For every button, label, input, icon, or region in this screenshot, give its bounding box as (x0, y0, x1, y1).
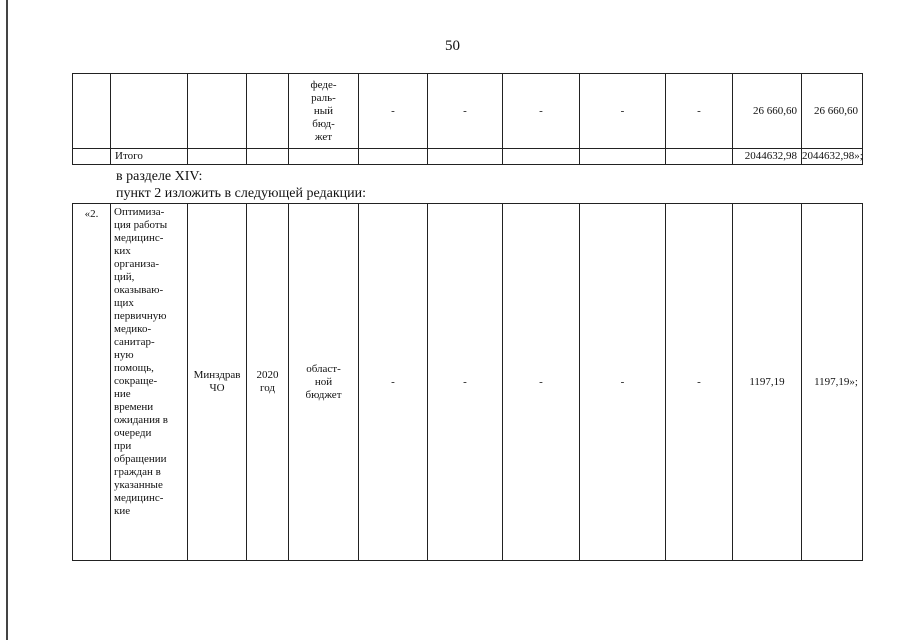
year-line: 2020 (256, 369, 279, 381)
description-line: организа- (114, 258, 160, 270)
cell-empty (580, 149, 666, 165)
cell-executor (188, 74, 247, 149)
description-line: ние (114, 388, 131, 400)
total-amount-final: 2044632,98»; (802, 149, 863, 165)
cell-dash: - (503, 74, 580, 149)
year-line: год (259, 382, 276, 394)
description-line: очереди (114, 427, 152, 439)
left-margin-rule (6, 0, 8, 640)
table-row-federal-budget (73, 74, 863, 149)
total-label: Итого (111, 149, 188, 165)
description-line: ожидания в (114, 414, 168, 426)
source-line: раль- (311, 91, 336, 104)
cell-item-number: «2. (73, 204, 111, 561)
cell-item-funding-source (289, 204, 359, 561)
cell-dash: - (503, 204, 580, 561)
source-line: ный (313, 104, 334, 117)
description-line: медико- (114, 323, 152, 335)
cell-empty (666, 149, 733, 165)
cell-dash: - (580, 74, 666, 149)
description-line: обращении (114, 453, 167, 465)
description-line: ций, (114, 271, 135, 283)
source-line: жет (314, 130, 333, 143)
description-line: времени (114, 401, 154, 413)
instruction-item: пункт 2 изложить в следующей редакции: (116, 186, 366, 201)
cell-description (111, 74, 188, 149)
description-line: ную (114, 349, 134, 361)
description-line: кие (114, 505, 131, 517)
table-row-item-2 (73, 204, 863, 561)
cell-empty (247, 149, 289, 165)
description-line: медицинс- (114, 232, 164, 244)
cell-item-description (111, 204, 188, 561)
cell-year (247, 74, 289, 149)
source-line: бюд- (312, 117, 335, 130)
source-line: ной (314, 375, 333, 388)
cell-funding-source (289, 74, 359, 149)
budget-table-replacement (72, 203, 863, 561)
cell-dash: - (666, 74, 733, 149)
description-line: граждан в (114, 466, 161, 478)
cell-dash: - (580, 204, 666, 561)
total-amount: 2044632,98 (733, 149, 802, 165)
description-line: сокраще- (114, 375, 158, 387)
description-line: санитар- (114, 336, 155, 348)
cell-amount: 26 660,60 (733, 74, 802, 149)
description-line: при (114, 440, 132, 452)
source-line: бюджет (305, 388, 342, 401)
table-row-total (73, 149, 863, 165)
description-line: помощь, (114, 362, 154, 374)
cell-item-year (247, 204, 289, 561)
cell-dash: - (666, 204, 733, 561)
cell-amount-total: 26 660,60 (802, 74, 863, 149)
page-number: 50 (445, 38, 460, 54)
cell-number (73, 74, 111, 149)
description-line: указанные (114, 479, 163, 491)
description-line: ких (114, 245, 131, 257)
source-line: феде- (310, 78, 337, 91)
cell-empty (73, 149, 111, 165)
description-line: Оптимиза- (114, 206, 165, 218)
budget-table-top (72, 73, 863, 165)
cell-empty (289, 149, 359, 165)
description-line: медицинс- (114, 492, 164, 504)
description-line: ция работы (114, 219, 168, 231)
cell-empty (428, 149, 503, 165)
executor-line: Минздрав (193, 369, 241, 381)
cell-empty (503, 149, 580, 165)
source-line: област- (306, 362, 341, 375)
instruction-section: в разделе XIV: (116, 169, 203, 184)
cell-dash: - (428, 204, 503, 561)
description-line: щих (114, 297, 134, 309)
cell-dash: - (359, 204, 428, 561)
description-line: оказываю- (114, 284, 164, 296)
cell-item-amount-total: 1197,19»; (802, 204, 863, 561)
cell-dash: - (359, 74, 428, 149)
cell-empty (359, 149, 428, 165)
cell-item-executor (188, 204, 247, 561)
executor-line: ЧО (209, 382, 225, 394)
cell-item-amount: 1197,19 (733, 204, 802, 561)
cell-empty (188, 149, 247, 165)
description-line: первичную (114, 310, 167, 322)
cell-dash: - (428, 74, 503, 149)
